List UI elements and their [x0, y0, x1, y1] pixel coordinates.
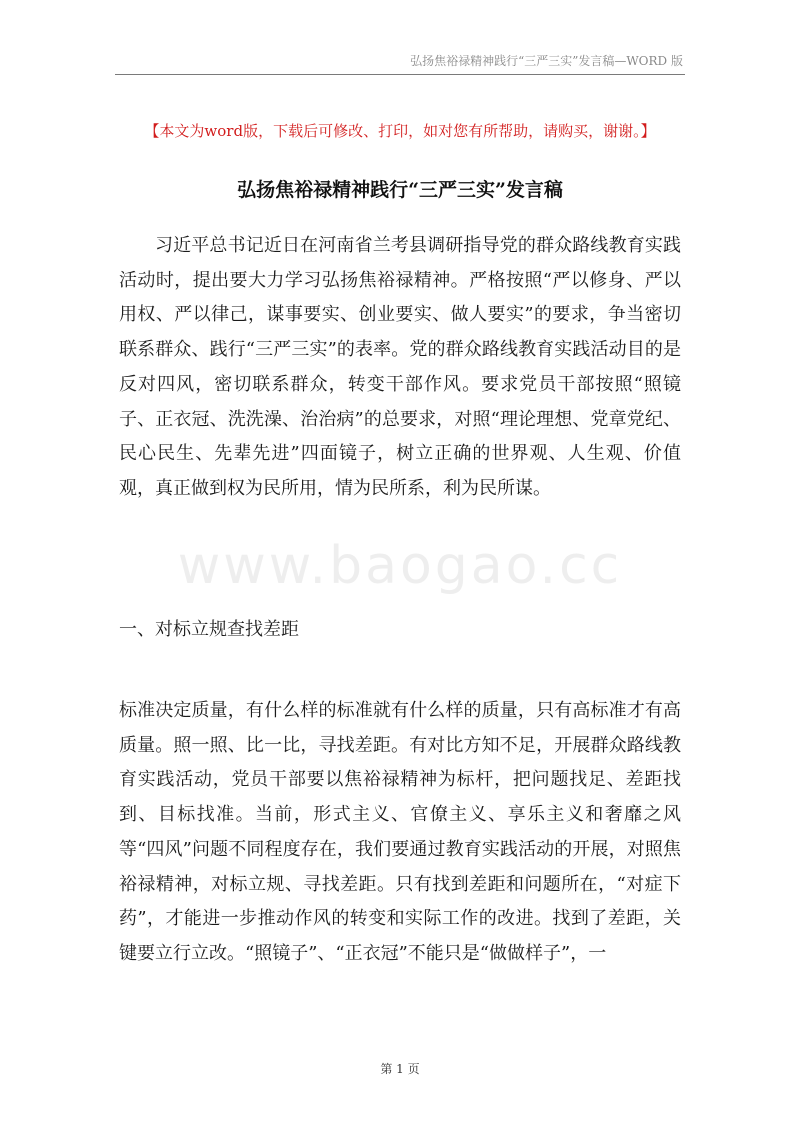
- document-title: 弘扬焦裕禄精神践行“三严三实”发言稿: [237, 179, 563, 201]
- paragraph-section-1: 标准决定质量，有什么样的标准就有什么样的质量，只有高标准才有高质量。照一照、比一比，寻找差距。有对比方知不足，开展群众路线教育实践活动，党员干部要以焦裕禄精神为标杆，把问题找足、差距找到、目标找准。当前，形式主义、官僚主义、享乐主义和奢靡之风等“四风”问题不同程度存在，我们要通过教育实践活动的开展，对照焦裕禄精神，对标立规、寻找差距。只有找到差距和问题所在，“对症下药”，才能进一步推动作风的转变和实际工作的改进。找到了差距，关键要立行立改。“照镜子”、“正衣冠”不能只是“做做样子”，一: [119, 700, 681, 964]
- download-notice: 【本文为word版，下载后可修改、打印，如对您有所帮助，请购买，谢谢。】: [144, 122, 656, 140]
- page-number: 第 1 页: [380, 1062, 420, 1076]
- section-heading: 一、对标立规查找差距: [119, 619, 299, 640]
- header-divider: [115, 74, 685, 75]
- running-header: 弘扬焦裕禄精神践行“三严三实”发言稿—WORD 版: [410, 54, 683, 68]
- site-watermark: www.baogao.cc: [177, 536, 623, 596]
- paragraph-intro: 习近平总书记近日在河南省兰考县调研指导党的群众路线教育实践活动时，提出要大力学习弘扬焦裕禄精神。严格按照“严以修身、严以用权、严以律己，谋事要实、创业要实、做人要实”的要求，争当密切联系群众、践行“三严三实”的表率。党的群众路线教育实践活动目的是反对四风，密切联系群众，转变干部作风。要求党员干部按照“照镜子、正衣冠、洗洗澡、治治病”的总要求，对照“理论理想、党章党纪、民心民生、先辈先进”四面镜子，树立正确的世界观、人生观、价值观，真正做到权为民所用，情为民所系，利为民所谋。: [119, 235, 681, 499]
